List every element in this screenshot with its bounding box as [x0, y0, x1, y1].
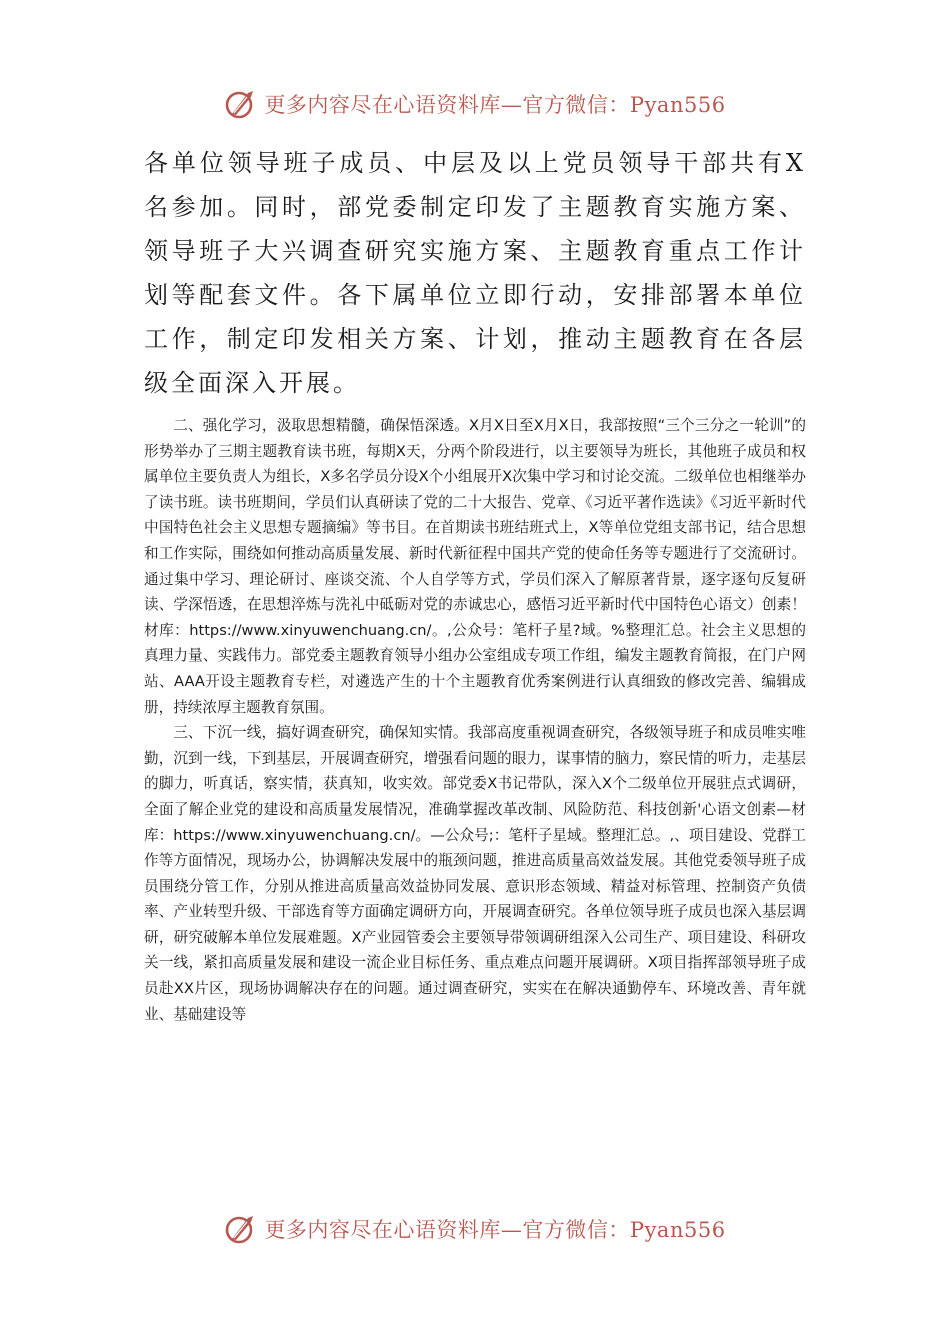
quill-pen-circle-icon	[224, 87, 258, 121]
section-3-paragraph: 三、下沉一线，搞好调查研究，确保知实情。我部高度重视调查研究，各级领导班子和成员唯实唯勤，沉到一线，下到基层，开展调查研究，增强看问题的眼力，谋事情的脑力，察民情的听力，走基层的脚力，听真话，察实情，获真知，收实效。部党委X书记带队，深入X个二级单位开展驻点式调研，全面了解企业党的建设和高质量发展情况，准确掌握改革改制、风险防范、科技创新'心语文创素—材库：https://www.xinyuwenchuang.cn/。—公众号;：笔杆子星域。整理汇总。,、项目建设、党群工作等方面情况，现场办公，协调解决发展中的瓶颈问题，推进高质量高效益发展。其他党委领导班子成员围绕分管工作，分别从推进高质量高效益协同发展、意识形态领域、精益对标管理、控制资产负债率、产业转型升级、干部选育等方面确定调研方向，开展调查研究。各单位领导班子成员也深入基层调研，研究破解本单位发展难题。X产业园管委会主要领导带领调研组深入公司生产、项目建设、科研攻关一线，紧扣高质量发展和建设一流企业目标任务、重点难点问题开展调研。X项目指挥部领导班子成员赴XX片区，现场协调解决存在的问题。通过调查研究，实实在在解决通勤停车、环境改善、青年就业、基础建设等	[144, 724, 806, 1023]
banner-text: 更多内容尽在心语资料库—官方微信：Pyan556	[264, 1218, 726, 1242]
footer-banner	[0, 1207, 950, 1251]
lead-paragraph: 各单位领导班子成员、中层及以上党员领导干部共有X名参加。同时，部党委制定印发了主题教育实施方案、领导班子大兴调查研究实施方案、主题教育重点工作计划等配套文件。各下属单位立即行动，安排部署本单位工作，制定印发相关方案、计划，推动主题教育在各层级全面深入开展。	[144, 149, 806, 397]
section-2-paragraph: 二、强化学习，汲取思想精髓，确保悟深透。X月X日至X月X日，我部按照“三个三分之一轮训”的形势举办了三期主题教育读书班，每期X天，分两个阶段进行，以主要领导为班长，其他班子成员和权属单位主要负责人为组长，X多名学员分设X个小组展开X次集中学习和讨论交流。二级单位也相继举办了读书班。读书班期间，学员们认真研读了党的二十大报告、党章、《习近平著作选读》《习近平新时代中国特色社会主义思想专题摘编》等书目。在首期读书班结班式上，X等单位党组支部书记，结合思想和工作实际，围绕如何推动高质量发展、新时代新征程中国共产党的使命任务等专题进行了交流研讨。通过集中学习、理论研讨、座谈交流、个人自学等方式，学员们深入了解原著背景，逐字逐句反复研读、学深悟透，在思想淬炼与洗礼中砥砺对党的赤诚忠心，感悟习近平新时代中国特色心语文）创素！材库：https://www.xinyuwenchuang.cn/。,公众号：笔杆子星?域。%整理汇总。社会主义思想的真理力量、实践伟力。部党委主题教育领导小组办公室组成专项工作组，编发主题教育简报，在门户网站、AAA开设主题教育专栏，对遴选产生的十个主题教育优秀案例进行认真细致的修改完善、编辑成册，持续浓厚主题教育氛围。	[144, 417, 806, 716]
header-banner	[0, 82, 950, 126]
banner-text: 更多内容尽在心语资料库—官方微信：Pyan556	[264, 93, 726, 117]
quill-pen-circle-icon	[224, 1212, 258, 1246]
document-body	[144, 141, 806, 1027]
